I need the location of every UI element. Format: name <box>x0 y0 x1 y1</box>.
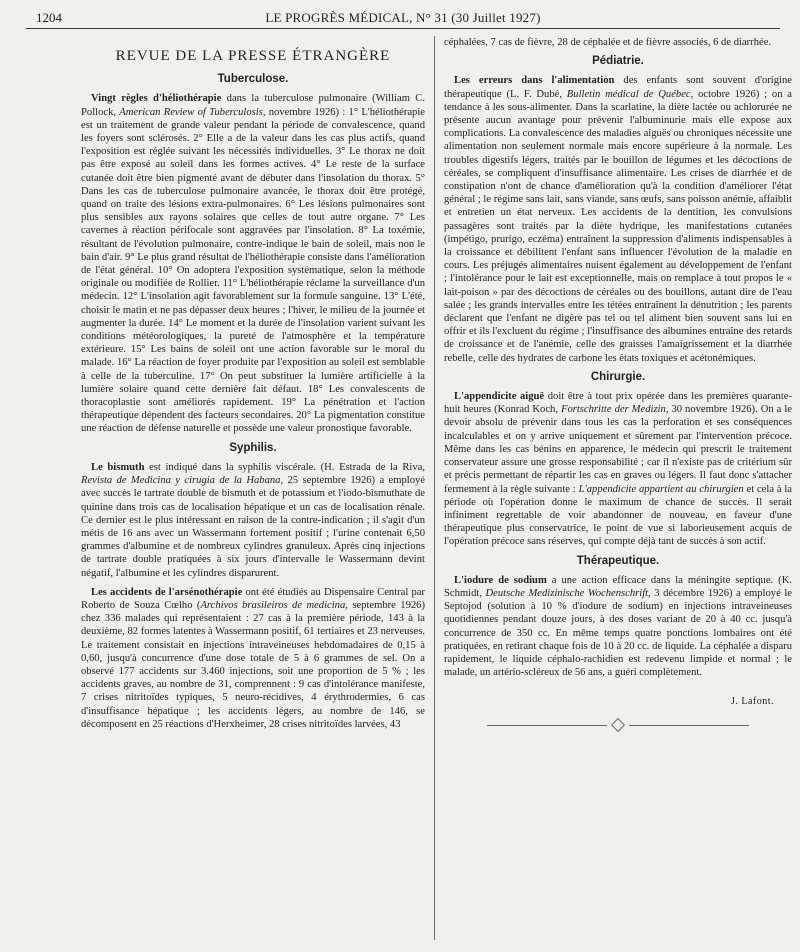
section-heading-therapeutique: Thérapeutique. <box>576 554 660 567</box>
section-heading-chirurgie: Chirurgie. <box>590 370 646 383</box>
article-text: doit être à tout prix opérée dans les premières quarante-huit heures (Konrad Koch, <box>444 391 792 416</box>
page-header <box>26 6 780 29</box>
article-text: a une action efficace dans la méningite septique. (K. Schmidt, <box>444 574 792 599</box>
article-text: et cela à la période où l'opération donne le maximum de chance de succès. Il serait infiniment regrettable de voir abandonner de nouveau, en faveur d'une thérapeutique plus conservatrice, le point de vue si laborieusement acquis de l'opération précoce sans réserves, qui compte déjà tant de succès à son actif. <box>444 483 792 548</box>
article-bismuth <box>81 461 425 580</box>
article-text: ont été étudiés au Dispensaire Central par Roberto de Souza Cœlho ( <box>81 586 425 611</box>
article-lead: Les erreurs dans l'alimentation <box>454 75 615 87</box>
section-heading-pediatrie: Pédiatrie. <box>592 55 644 68</box>
article-heliotherapie <box>81 92 425 435</box>
review-title: REVUE DE LA PRESSE ÉTRANGÈRE <box>115 48 391 64</box>
article-arsenotherapie <box>81 586 425 731</box>
right-column <box>444 36 792 944</box>
article-rule: L'appendicite appartient au chirurgien <box>578 483 744 495</box>
article-lead: L'iodure de sodium <box>454 574 547 586</box>
article-text: , novembre 1926) : 1° L'héliothérapie est un traitement de grande valeur pendant la période de convalescence, quand les foyers sont sclérosés. 2° Elle a de la valeur dans les cas plus actifs, quand l'exposition est réglée suivant les nécessités individuelles. 3° Le thorax ne doit pas être exposé au soleil dans les formes actives. 4° Le reste de la surface cutanée doit être bien pigmenté avant de débuter dans l'insolation du thorax. 5° Dans les cas de tuberculose pulmonaire avancée, le thorax doit être protégé, quand on traite des lésions extra-pulmonaires. 6° Les lésions pulmonaires sont plus sensibles aux rayons solaires que celles de tout autre organe. 7° Les cavernes à réaction périfocale sont aggravées par l'insolation. 8° La toxémie, résultant de l'évolution pulmonaire, contre-indique le bain de soleil, mais non le bain d'air. 9° Le plus grand résultat de l'héliothérapie consiste dans l'amélioration de l'état général. 10° On adoptera l'exposition systématique, selon la méthode originale ou modifiée de Rollier. 11° L'héliothérapie réclame la surveillance d'un médecin. 12° L'insolation agit favorablement sur la formule sanguine. 13° L'été, choisir le matin et ne pas dépasser deux heures ; l'hiver, le milieu de la journée et augmenter la durée. 14° Le moment et la durée de l'insolation varient suivant les conditions météorologiques, la pureté de l'atmosphère et la température extérieure. 15° Les bains de soleil ont une action favorable sur le moral du malade. 16° La réaction de foyer produite par l'exposition au soleil est semblable à celle de la tuberculine. 17° On peut substituer la lumière artificielle à la lumière solaire quand cette dernière fait défaut. 18° Les convalescents de thoracoplastie sont améliorés rapidement. 19° La pénétration et l'action thérapeutique dépendent des facteurs secondaires. 20° La pigmentation constitue une réaction de défense naturelle et possède une valeur pronostique favorable. <box>81 106 425 435</box>
article-text: des enfants sont souvent d'origine thérapeutique (L. F. Dubé, <box>444 75 792 100</box>
article-text: , octobre 1926) ; on a tendance à les sous-alimenter. Dans la scarlatine, la diète lactée ou achlorurée ne présente aucun avantage pour prévenir l'albuminurie mais elle expose aux complications. La convalescence des maladies aiguës ou chroniques nécessite une alimentation non seulement normale mais encore supérieure à la normale. Les troubles digestifs légers, traités par le bouillon de légumes et les décoctions de céréales, se compliquent d'insuffisance alimentaire. Les crises de diarrhée et de constipation n'ont de chance d'amélioration qu'à la condition d'améliorer l'état général ; le régime sans lait, sans viande, sans œufs, sans poisson anémie, affaiblit et entretien un état nerveux. Les accidents de la dentition, les convulsions passagères sont traités par la diète hydrique, les manifestations cutanées (impétigo, prurigo, eczéma) entraînent la suppression d'aliments indispensables à la croissance et débilitent l'enfant sans influencer l'évolution de la maladie en cours. Les préjugés alimentaires nuisent également au développement de l'enfant ; l'intolérance pour le lait est exceptionnelle, mais on remplace à tout propos le « lait-poison » par des décoctions de céréales ou des bouillons, autant dire de l'eau salée ; les grands intervalles entre les tétées entraînent la dénutrition ; les parents déclarent que l'enfant ne digère pas tel ou tel aliment bien souvent sans lui en offrir et ils l'excluent du régime ; l'insuffisance des albumines entraîne des retards de croissance et de l'anémie, celle des graisses l'amaigrissement et la diarrhée rebelle, celle des hydrates de carbone les états toxiques et acétonémiques. <box>444 88 792 364</box>
article-lead: L'appendicite aiguë <box>454 391 545 403</box>
end-ornament <box>444 719 792 732</box>
column-divider <box>434 36 435 940</box>
section-heading-syphilis: Syphilis. <box>229 441 277 454</box>
article-text: , 25 septembre 1926) a employé avec succès le tartrate double de bismuth et de potassium et l'iodo-bismuthate de quinine dans trois cas de localisation hépatique et un cas de localisation rénale. Ce dernier est le plus intéressant en raison de la contre-indication ; il s'agit d'un métis de 16 ans avec un Wassermann fortement positif ; l'urine contenait 6,50 grammes d'albumine et de nombreux cylindres granuleux. Après cinq injections de tartrate double pratiquées à six jours d'intervalle le Wassermann devint négatif, l'albumine et les cylindres disparurent. <box>81 475 425 579</box>
author-signature: J. Lafont. <box>730 696 774 708</box>
running-title: LE PROGRÈS MÉDICAL, N° 31 (30 Juillet 1927) <box>265 10 541 25</box>
journal-title: Revista de Medicina y cirugia de la Habana <box>81 475 281 487</box>
journal-title: Deutsche Medizinische Wochenschrift <box>485 587 649 599</box>
ornament-rule-left <box>487 725 607 726</box>
article-lead: Vingt règles d'héliothérapie <box>91 93 222 105</box>
page-number: 1204 <box>36 10 62 25</box>
journal-title: Archivos brasileiros de medicina <box>200 599 346 611</box>
article-text: dans la tuberculose pulmonaire (William C. Pollock, <box>81 93 425 118</box>
journal-title: Fortschritte der Medizin <box>560 404 666 416</box>
article-lead: Le bismuth <box>91 461 145 473</box>
continued-text: céphalées, 7 cas de fièvre, 28 de céphalée et de fièvre associés, 6 de diarrhée. <box>444 37 772 48</box>
article-text: , 30 novembre 1926). On a le devoir absolu de prévenir dans tous les cas la perforation et ses conséquences incalculables et on y arrive uniquement et sûrement par l'intervention précoce. Même dans les cas bénins en apparence, le médecin qui prescrit le traitement conservateur assure une grosse responsabilité ; car il n'existe pas de critérium sûr et précis permettant de répartir les cas en graves ou légers. Il faut donc s'attacher fermement à la règle suivante : <box>444 404 792 495</box>
journal-title: Bulletin médical de Québec <box>566 88 691 100</box>
article-text: est indiqué dans la syphilis viscérale. (H. Estrada de la Riva, <box>144 461 425 473</box>
article-iodure <box>444 574 792 680</box>
article-lead: Les accidents de l'arsénothérapie <box>91 586 243 598</box>
section-heading-tuberculose: Tuberculose. <box>217 73 289 86</box>
left-column <box>81 36 425 944</box>
article-alimentation <box>444 74 792 364</box>
ornament-rule-right <box>629 725 749 726</box>
ornament-diamond-icon <box>611 718 625 732</box>
article-text: , 3 décembre 1926) a employé le Septojod (solution à 10 % d'iodure de sodium) en injections intraveineuses quotidiennes pendant douze jours, à des doses variant de 20 à 40 cc. jusqu'à concurrence de 350 cc. En même temps quatre ponctions lombaires ont été pratiquées, en retirant chaque fois de 10 à 20 cc. de liquide. La céphalée a disparu rapidement, le liquide céphalo-rachidien est redevenu limpide et normal ; le malade, un artério-scléreux de 56 ans, a guéri complètement. <box>444 587 792 679</box>
article-text: , septembre 1926) chez 336 malades qui représentaient : 27 cas à la première période, 143 à la deuxième, 82 formes latentes à Wassermann positif, 61 tertiaires et 23 nerveuses. Le traitement consistait en injections intraveineuses hebdomadaires de 0,15 à 0,60, jusqu'à concurrence d'une dose totale de 5 à 6 grammes de sel. On a observé 177 accidents sur 3.460 injections, soit une proportion de 5 % ; les accidents graves, au nombre de 31, comprennent : 9 cas d'intolérance manifeste, 7 crises nitritoïdes typiques, 5 neuro-récidives, 4 érythrodermies, 6 cas d'insuffisance hépatique ; les accidents légers, au nombre de 146, se décomposent en 25 réactions d'Herxheimer, 28 crises nitritoïdes larvées, 43 <box>81 599 425 730</box>
journal-title: American Review of Tuberculosis <box>119 106 263 118</box>
article-appendicite <box>444 390 792 548</box>
